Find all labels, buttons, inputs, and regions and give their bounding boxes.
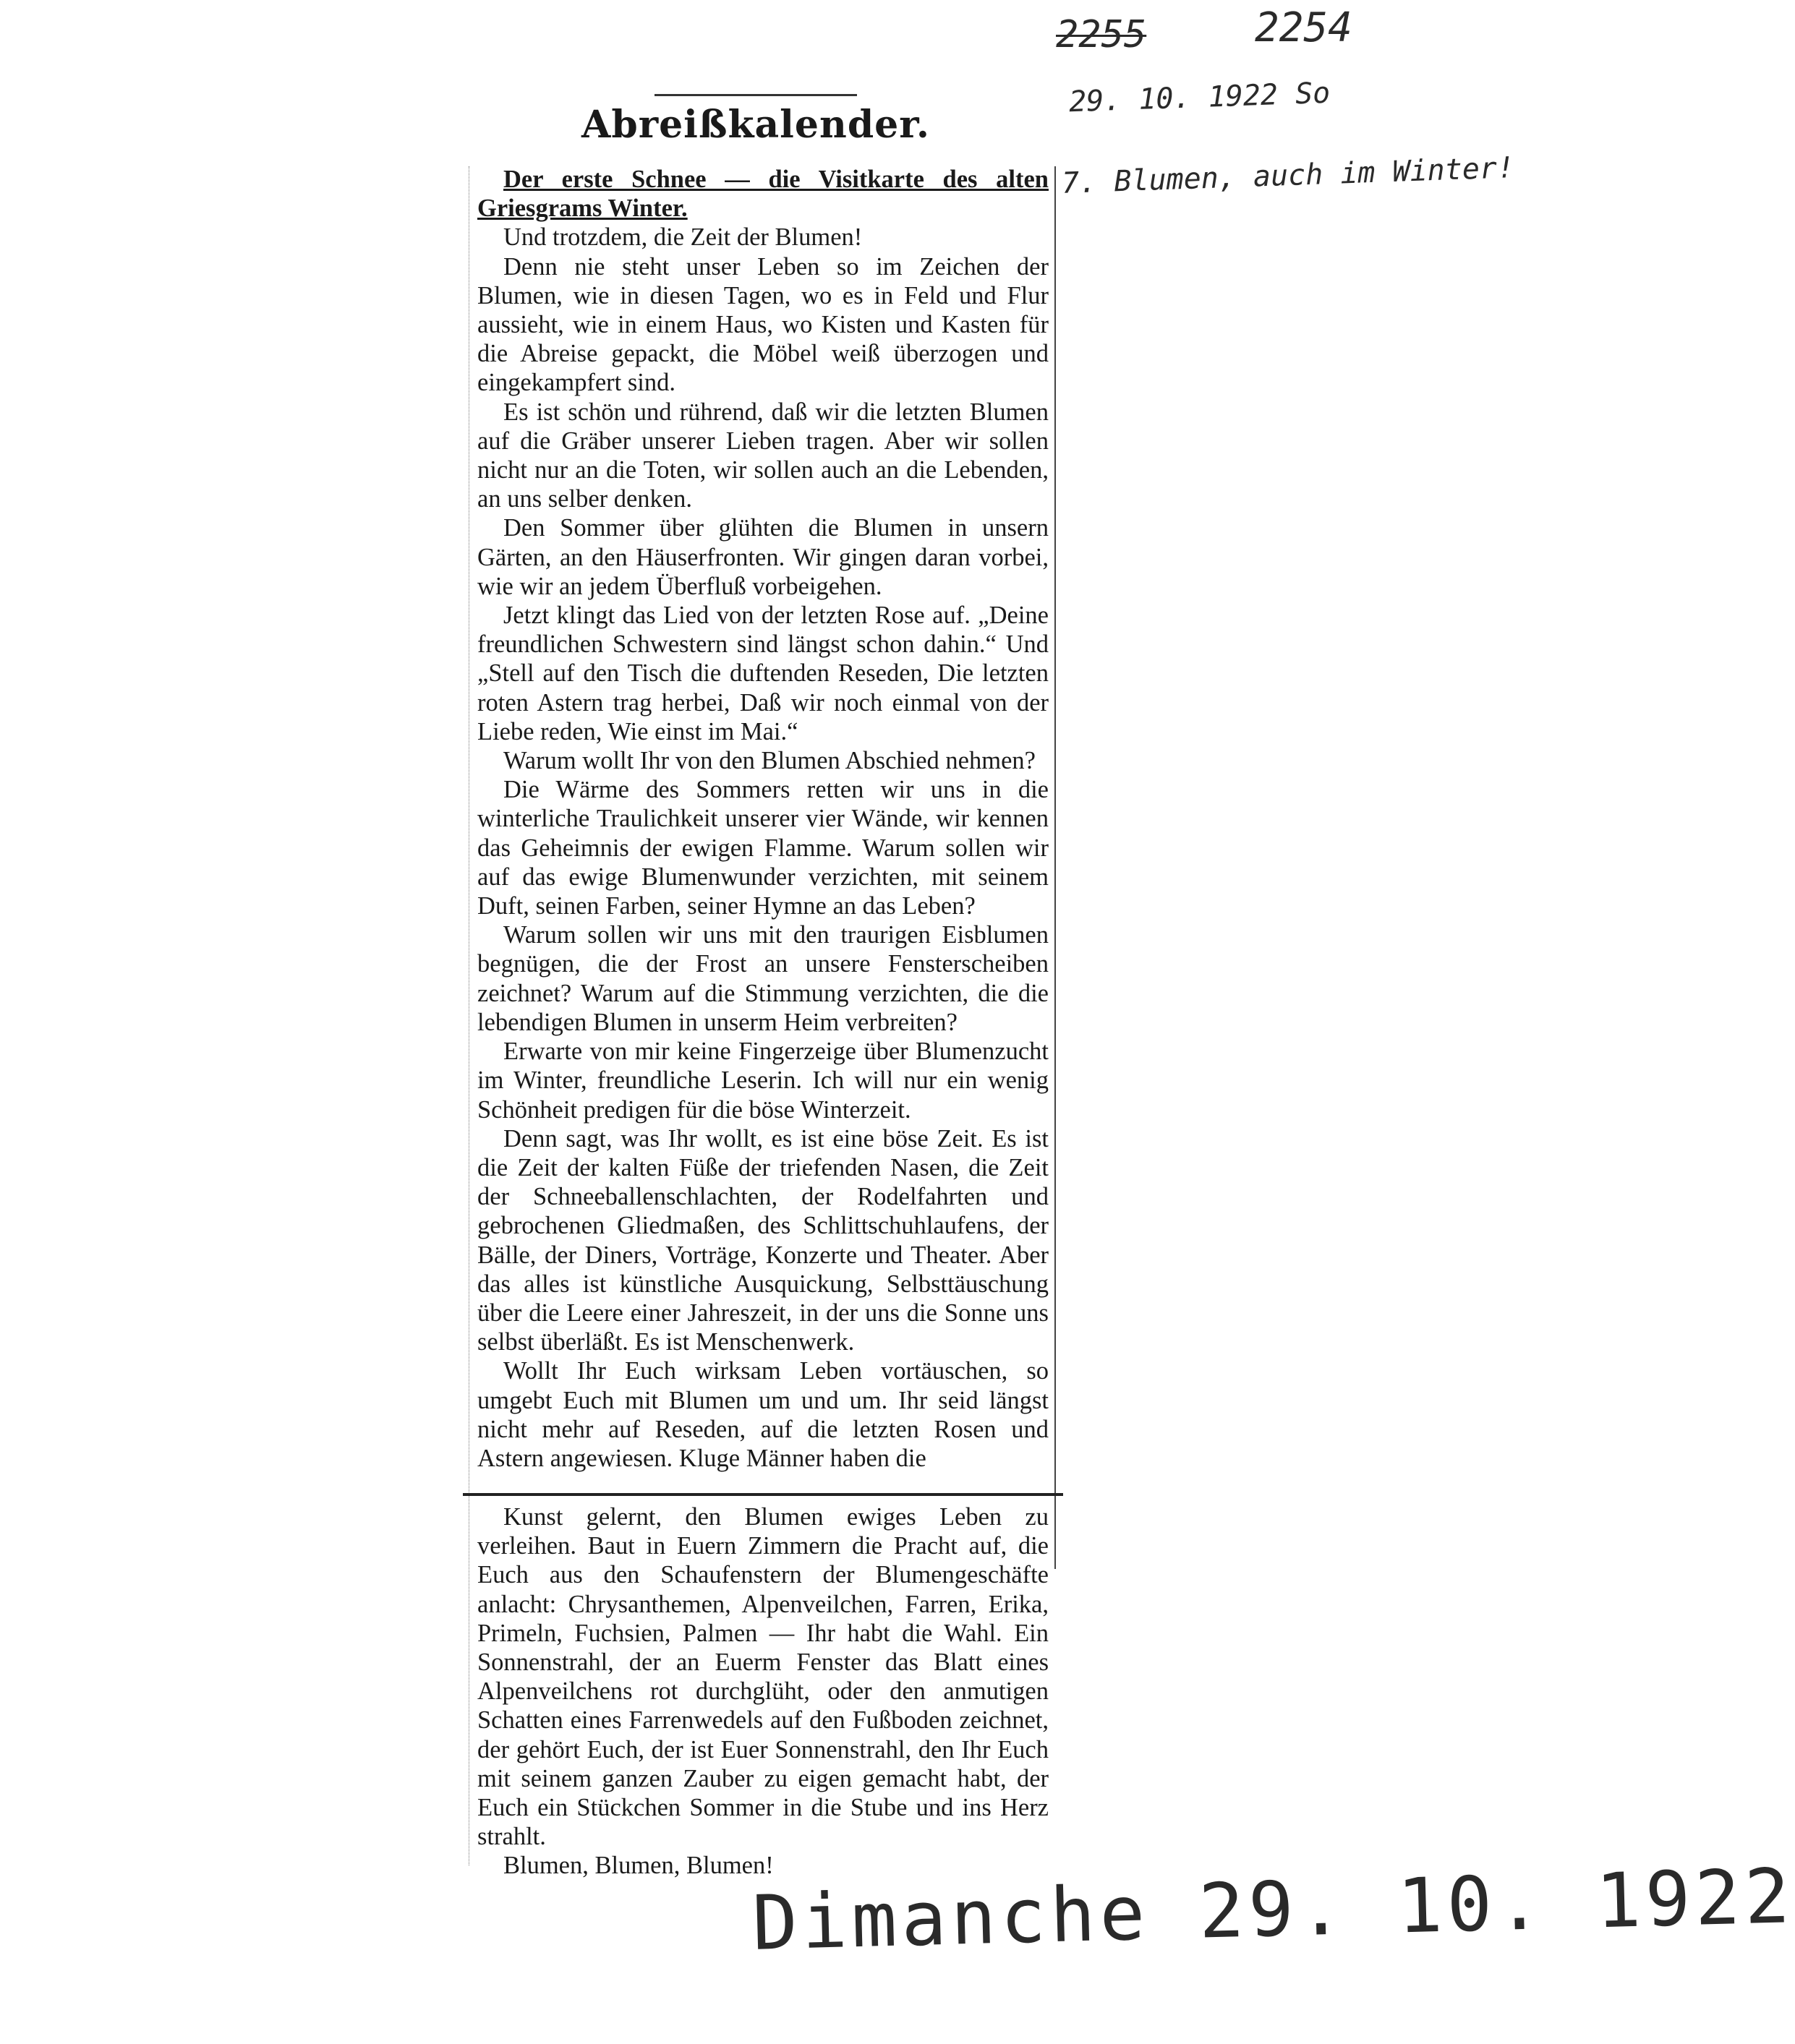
- column-break-rule: [463, 1493, 1063, 1496]
- archive-number: 2254: [1255, 4, 1352, 51]
- article-column-bottom: [477, 1502, 1049, 1878]
- paragraph: Erwarte von mir keine Fingerzeige über Blumenzucht im Winter, freundliche Leserin. Ich will nur ein wenig Schönheit predigen für die böse Winterzeit.: [477, 1038, 1049, 1124]
- newspaper-clipping: [448, 94, 1063, 1880]
- paragraph: Warum sollen wir uns mit den traurigen Eisblumen begnügen, die der Frost an unsere Fensterscheiben zeichnet? Warum auf die Stimmung verzichten, die die lebendigen Blumen in unserm Heim verbreiten?: [477, 921, 1049, 1036]
- paragraph: Denn sagt, was Ihr wollt, es ist eine böse Zeit. Es ist die Zeit der kalten Füße der triefenden Nasen, die Zeit der Schneeballenschlachten, der Rodelfahrten und gebrochenen Gliedmaßen, des Schlittschuhlaufens, der Bälle, der Diners, Vorträge, Konzerte und Theater. Aber das alles ist künstliche Ausquickung, Selbsttäuschung über die Leere einer Jahreszeit, in der uns die Sonne uns selbst überläßt. Es ist Menschenwerk.: [477, 1124, 1049, 1356]
- paragraph: Jetzt klingt das Lied von der letzten Rose auf. „Deine freundlichen Schwestern sind längst schon dahin.“ Und „Stell auf den Tisch die duftenden Reseden, Die letzten roten Astern trag herbei, Daß wir noch einmal von der Liebe reden, Wie einst im Mai.“: [477, 602, 1049, 745]
- top-rule: [655, 94, 857, 96]
- column-rule: [1054, 166, 1056, 1569]
- paragraph: Die Wärme des Sommers retten wir uns in die winterliche Traulichkeit unserer vier Wände, wir kennen das Geheimnis der ewigen Flamme. Warum sollen wir auf das ewige Blumenwunder verzichten, mit seinem Duft, seinen Farben, seiner Hymne an das Leben?: [477, 776, 1049, 920]
- paragraph: Denn nie steht unser Leben so im Zeichen der Blumen, wie in diesen Tagen, wo es in Feld und Flur aussieht, wie in einem Haus, wo Kisten und Kasten für die Abreise gepackt, die Möbel weiß überzogen und eingekampfert sind.: [477, 252, 1049, 397]
- paragraph: Kunst gelernt, den Blumen ewiges Leben zu verleihen. Baut in Euern Zimmern die Pracht auf, die Euch aus den Schaufenstern der Blumengeschäfte anlacht: Chrysanthemen, Alpenveilchen, Farren, Erika, Primeln, Fuchsien, Palmen — Ihr habt die Wahl. Ein Sonnenstrahl, der an Euerm Fenster das Blatt eines Alpenveilchens rot durchglüht, oder den anmutigen Schatten eines Farrenwedels auf den Fußboden zeichnet, der gehört Euch, der ist Euer Sonnenstrahl, den Ihr Euch mit seinem ganzen Zauber zu eigen gemacht habt, der Euch ein Stückchen Sommer in die Stube und ins Herz strahlt.: [477, 1503, 1049, 1851]
- paragraph: Und trotzdem, die Zeit der Blumen!: [503, 223, 863, 252]
- handwritten-note: 7. Blumen, auch im Winter!: [1061, 151, 1515, 200]
- paragraph: Blumen, Blumen, Blumen!: [503, 1852, 774, 1880]
- paragraph: Es ist schön und rührend, daß wir die letzten Blumen auf die Gräber unserer Lieben tragen. Aber wir sollen nicht nur an die Toten, wir sollen auch an die Lebenden, an uns selber denken.: [477, 398, 1049, 513]
- handwritten-date-bottom: Dimanche 29. 10. 1922: [751, 1852, 1795, 1967]
- paragraph: Warum wollt Ihr von den Blumen Abschied nehmen?: [503, 747, 1036, 775]
- article-column-top: [477, 165, 1049, 1492]
- paragraph: Den Sommer über glühten die Blumen in unsern Gärten, an den Häuserfronten. Wir gingen daran vorbei, wie wir an jedem Überfluß vorbeigehen.: [477, 514, 1049, 600]
- handwritten-date: 29. 10. 1922 So: [1068, 76, 1331, 119]
- article-subhead: Der erste Schnee — die Visitkarte des alten Griesgrams Winter.: [477, 166, 1049, 223]
- article-title: Abreißkalender.: [581, 103, 930, 147]
- archive-number-crossed: 2255: [1056, 13, 1147, 56]
- paragraph: Wollt Ihr Euch wirksam Leben vortäuschen, so umgebt Euch mit Blumen um und um. Ihr seid längst nicht mehr auf Reseden, auf die letzten Rosen und Astern angewiesen. Kluge Männer haben die: [477, 1357, 1049, 1472]
